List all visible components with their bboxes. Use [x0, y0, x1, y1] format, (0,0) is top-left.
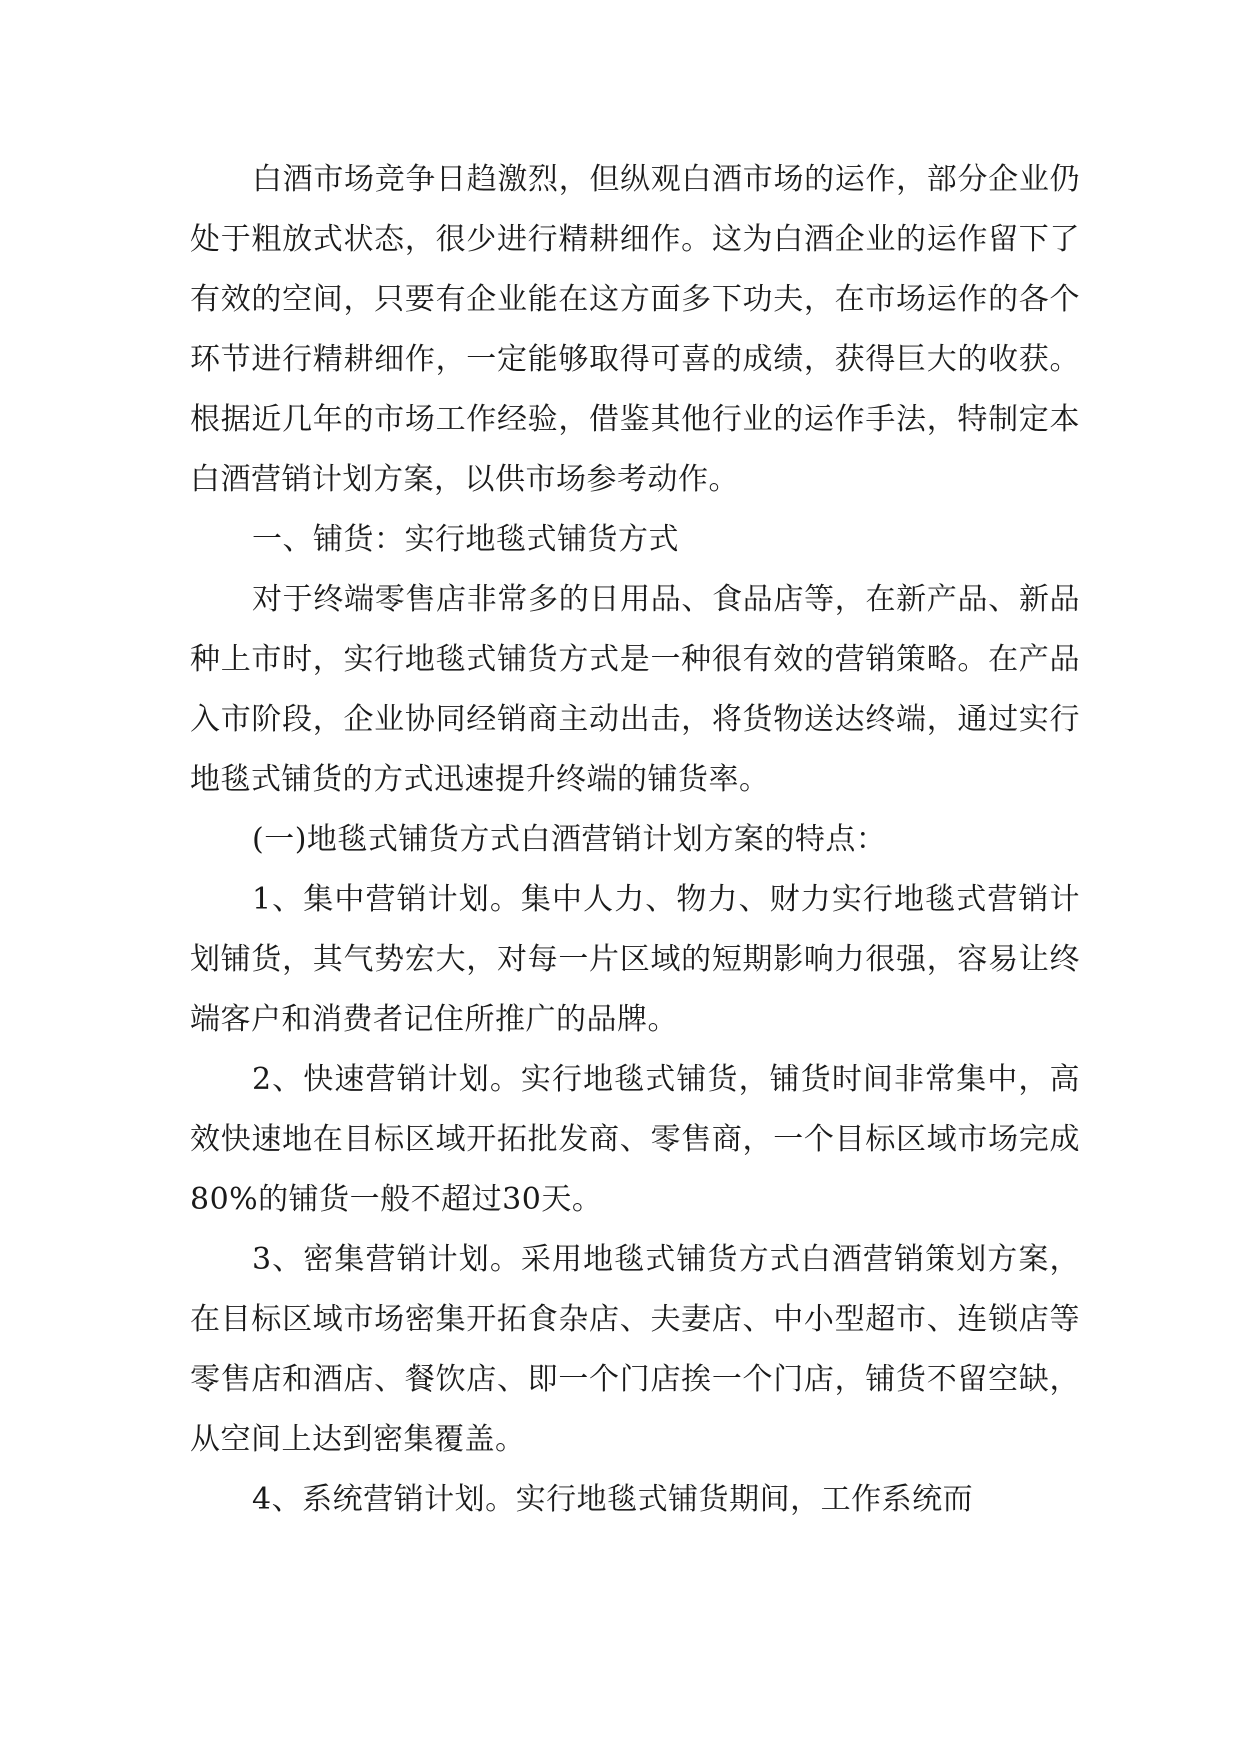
subsection-heading-features: (一)地毯式铺货方式白酒营销计划方案的特点：	[252, 822, 887, 857]
section-heading-distribution: 一、铺货：实行地毯式铺货方式	[252, 522, 679, 557]
feature-item-systematic: 4、系统营销计划。实行地毯式铺货期间，工作系统而	[252, 1482, 974, 1517]
feature-item-fast: 2、快速营销计划。实行地毯式铺货，铺货时间非常集中，高效快速地在目标区域开拓批发商、零售商，一个目标区域市场完成80%的铺货一般不超过30天。	[190, 1062, 1080, 1217]
distribution-paragraph: 对于终端零售店非常多的日用品、食品店等，在新产品、新品种上市时，实行地毯式铺货方式是一种很有效的营销策略。在产品入市阶段，企业协同经销商主动出击，将货物送达终端，通过实行地毯式铺货的方式迅速提升终端的铺货率。	[190, 582, 1080, 797]
document-body	[190, 150, 1080, 1530]
feature-item-concentrated: 1、集中营销计划。集中人力、物力、财力实行地毯式营销计划铺货，其气势宏大，对每一片区域的短期影响力很强，容易让终端客户和消费者记住所推广的品牌。	[190, 882, 1080, 1037]
intro-paragraph: 白酒市场竞争日趋激烈，但纵观白酒市场的运作，部分企业仍处于粗放式状态，很少进行精耕细作。这为白酒企业的运作留下了有效的空间，只要有企业能在这方面多下功夫，在市场运作的各个环节进行精耕细作，一定能够取得可喜的成绩，获得巨大的收获。根据近几年的市场工作经验，借鉴其他行业的运作手法，特制定本白酒营销计划方案，以供市场参考动作。	[190, 162, 1080, 497]
feature-item-dense: 3、密集营销计划。采用地毯式铺货方式白酒营销策划方案，在目标区域市场密集开拓食杂店、夫妻店、中小型超市、连锁店等零售店和酒店、餐饮店、即一个门店挨一个门店，铺货不留空缺，从空间上达到密集覆盖。	[190, 1242, 1080, 1457]
